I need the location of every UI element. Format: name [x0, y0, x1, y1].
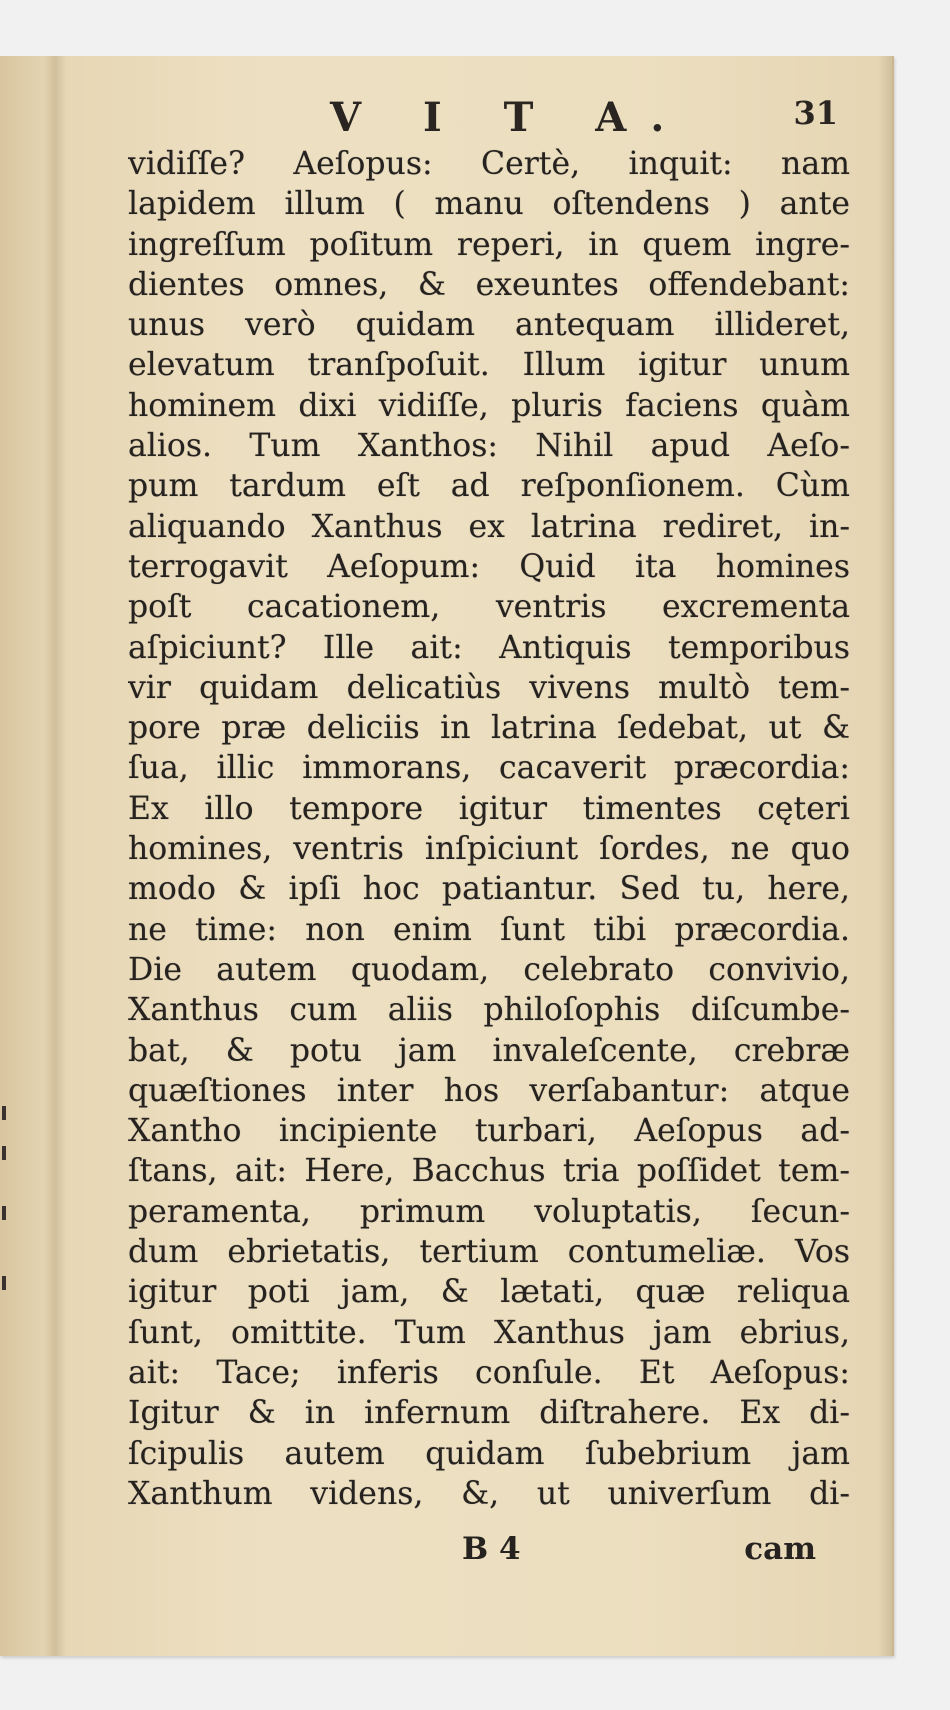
text-line: aliquando Xanthus ex latrina rediret, in- — [128, 508, 850, 545]
text-line: Xanthus cum aliis philoſophis diſcumbe- — [128, 992, 850, 1029]
text-line: igitur poti jam, & lætati, quæ reliqua — [128, 1274, 850, 1311]
text-line: ait: Tace; inferis conſule. Et Aeſopus: — [128, 1354, 850, 1391]
left-margin-ink-mark — [2, 1146, 6, 1160]
text-line: Xanthum videns, &, ut univerſum di- — [128, 1475, 850, 1512]
body-text — [128, 144, 850, 1514]
text-line: peramenta, primum voluptatis, ſecun- — [128, 1193, 850, 1230]
text-line: ne time: non enim ſunt tibi præcordia. — [128, 911, 850, 948]
text-line: poſt cacationem, ventris excrementa — [128, 589, 850, 626]
text-line: aſpiciunt? Ille ait: Antiquis temporibus — [128, 629, 850, 666]
page-edge-shadow — [878, 56, 892, 1656]
catchword: cam — [744, 1531, 816, 1567]
text-line: pum tardum eſt ad reſponſionem. Cùm — [128, 468, 850, 505]
text-line: Xantho incipiente turbari, Aeſopus ad- — [128, 1113, 850, 1150]
text-line: Ex illo tempore igitur timentes cęteri — [128, 790, 850, 827]
text-line: vir quidam delicatiùs vivens multò tem- — [128, 669, 850, 706]
left-margin-ink-mark — [2, 1106, 6, 1120]
page-sheet — [0, 56, 894, 1656]
text-line: lapidem illum ( manu oſtendens ) ante — [128, 186, 850, 223]
left-margin-ink-mark — [2, 1206, 6, 1220]
signature-mark: B 4 — [462, 1531, 521, 1567]
text-line: terrogavit Aeſopum: Quid ita homines — [128, 548, 850, 585]
text-line: quæſtiones inter hos verſabantur: atque — [128, 1072, 850, 1109]
text-line: dientes omnes, & exeuntes offendebant: — [128, 266, 850, 303]
running-title: V I T A. — [330, 94, 689, 141]
binding-gutter — [44, 56, 66, 1656]
text-line: unus verò quidam antequam illideret, — [128, 307, 850, 344]
text-line: bat, & potu jam invaleſcente, crebræ — [128, 1032, 850, 1069]
text-line: ſcipulis autem quidam ſubebrium jam — [128, 1435, 850, 1472]
text-line: ſua, illic immorans, cacaverit præcordia: — [128, 750, 850, 787]
text-line: Die autem quodam, celebrato convivio, — [128, 951, 850, 988]
text-line: pore præ deliciis in latrina ſedebat, ut & — [128, 710, 850, 747]
text-line: elevatum tranſpoſuit. Illum igitur unum — [128, 347, 850, 384]
text-line: vidiſſe? Aeſopus: Certè, inquit: nam — [128, 146, 850, 182]
text-line: dum ebrietatis, tertium contumeliæ. Vos — [128, 1234, 850, 1271]
text-line: ſtans, ait: Here, Bacchus tria poſſidet tem- — [128, 1153, 850, 1190]
text-line: ſunt, omittite. Tum Xanthus jam ebrius, — [128, 1314, 850, 1351]
left-margin-ink-mark — [2, 1276, 6, 1290]
text-line: hominem dixi vidiſſe, pluris faciens quàm — [128, 387, 850, 424]
text-line: homines, ventris inſpiciunt ſordes, ne quo — [128, 831, 850, 868]
page-number: 31 — [793, 94, 838, 132]
text-line: ingreſſum poſitum reperi, in quem ingre- — [128, 226, 850, 263]
text-line: alios. Tum Xanthos: Nihil apud Aeſo- — [128, 428, 850, 465]
text-line: Igitur & in infernum diſtrahere. Ex di- — [128, 1395, 850, 1432]
text-line: modo & ipſi hoc patiantur. Sed tu, here, — [128, 871, 850, 908]
page-footer — [130, 1531, 850, 1575]
page-header — [130, 94, 850, 144]
